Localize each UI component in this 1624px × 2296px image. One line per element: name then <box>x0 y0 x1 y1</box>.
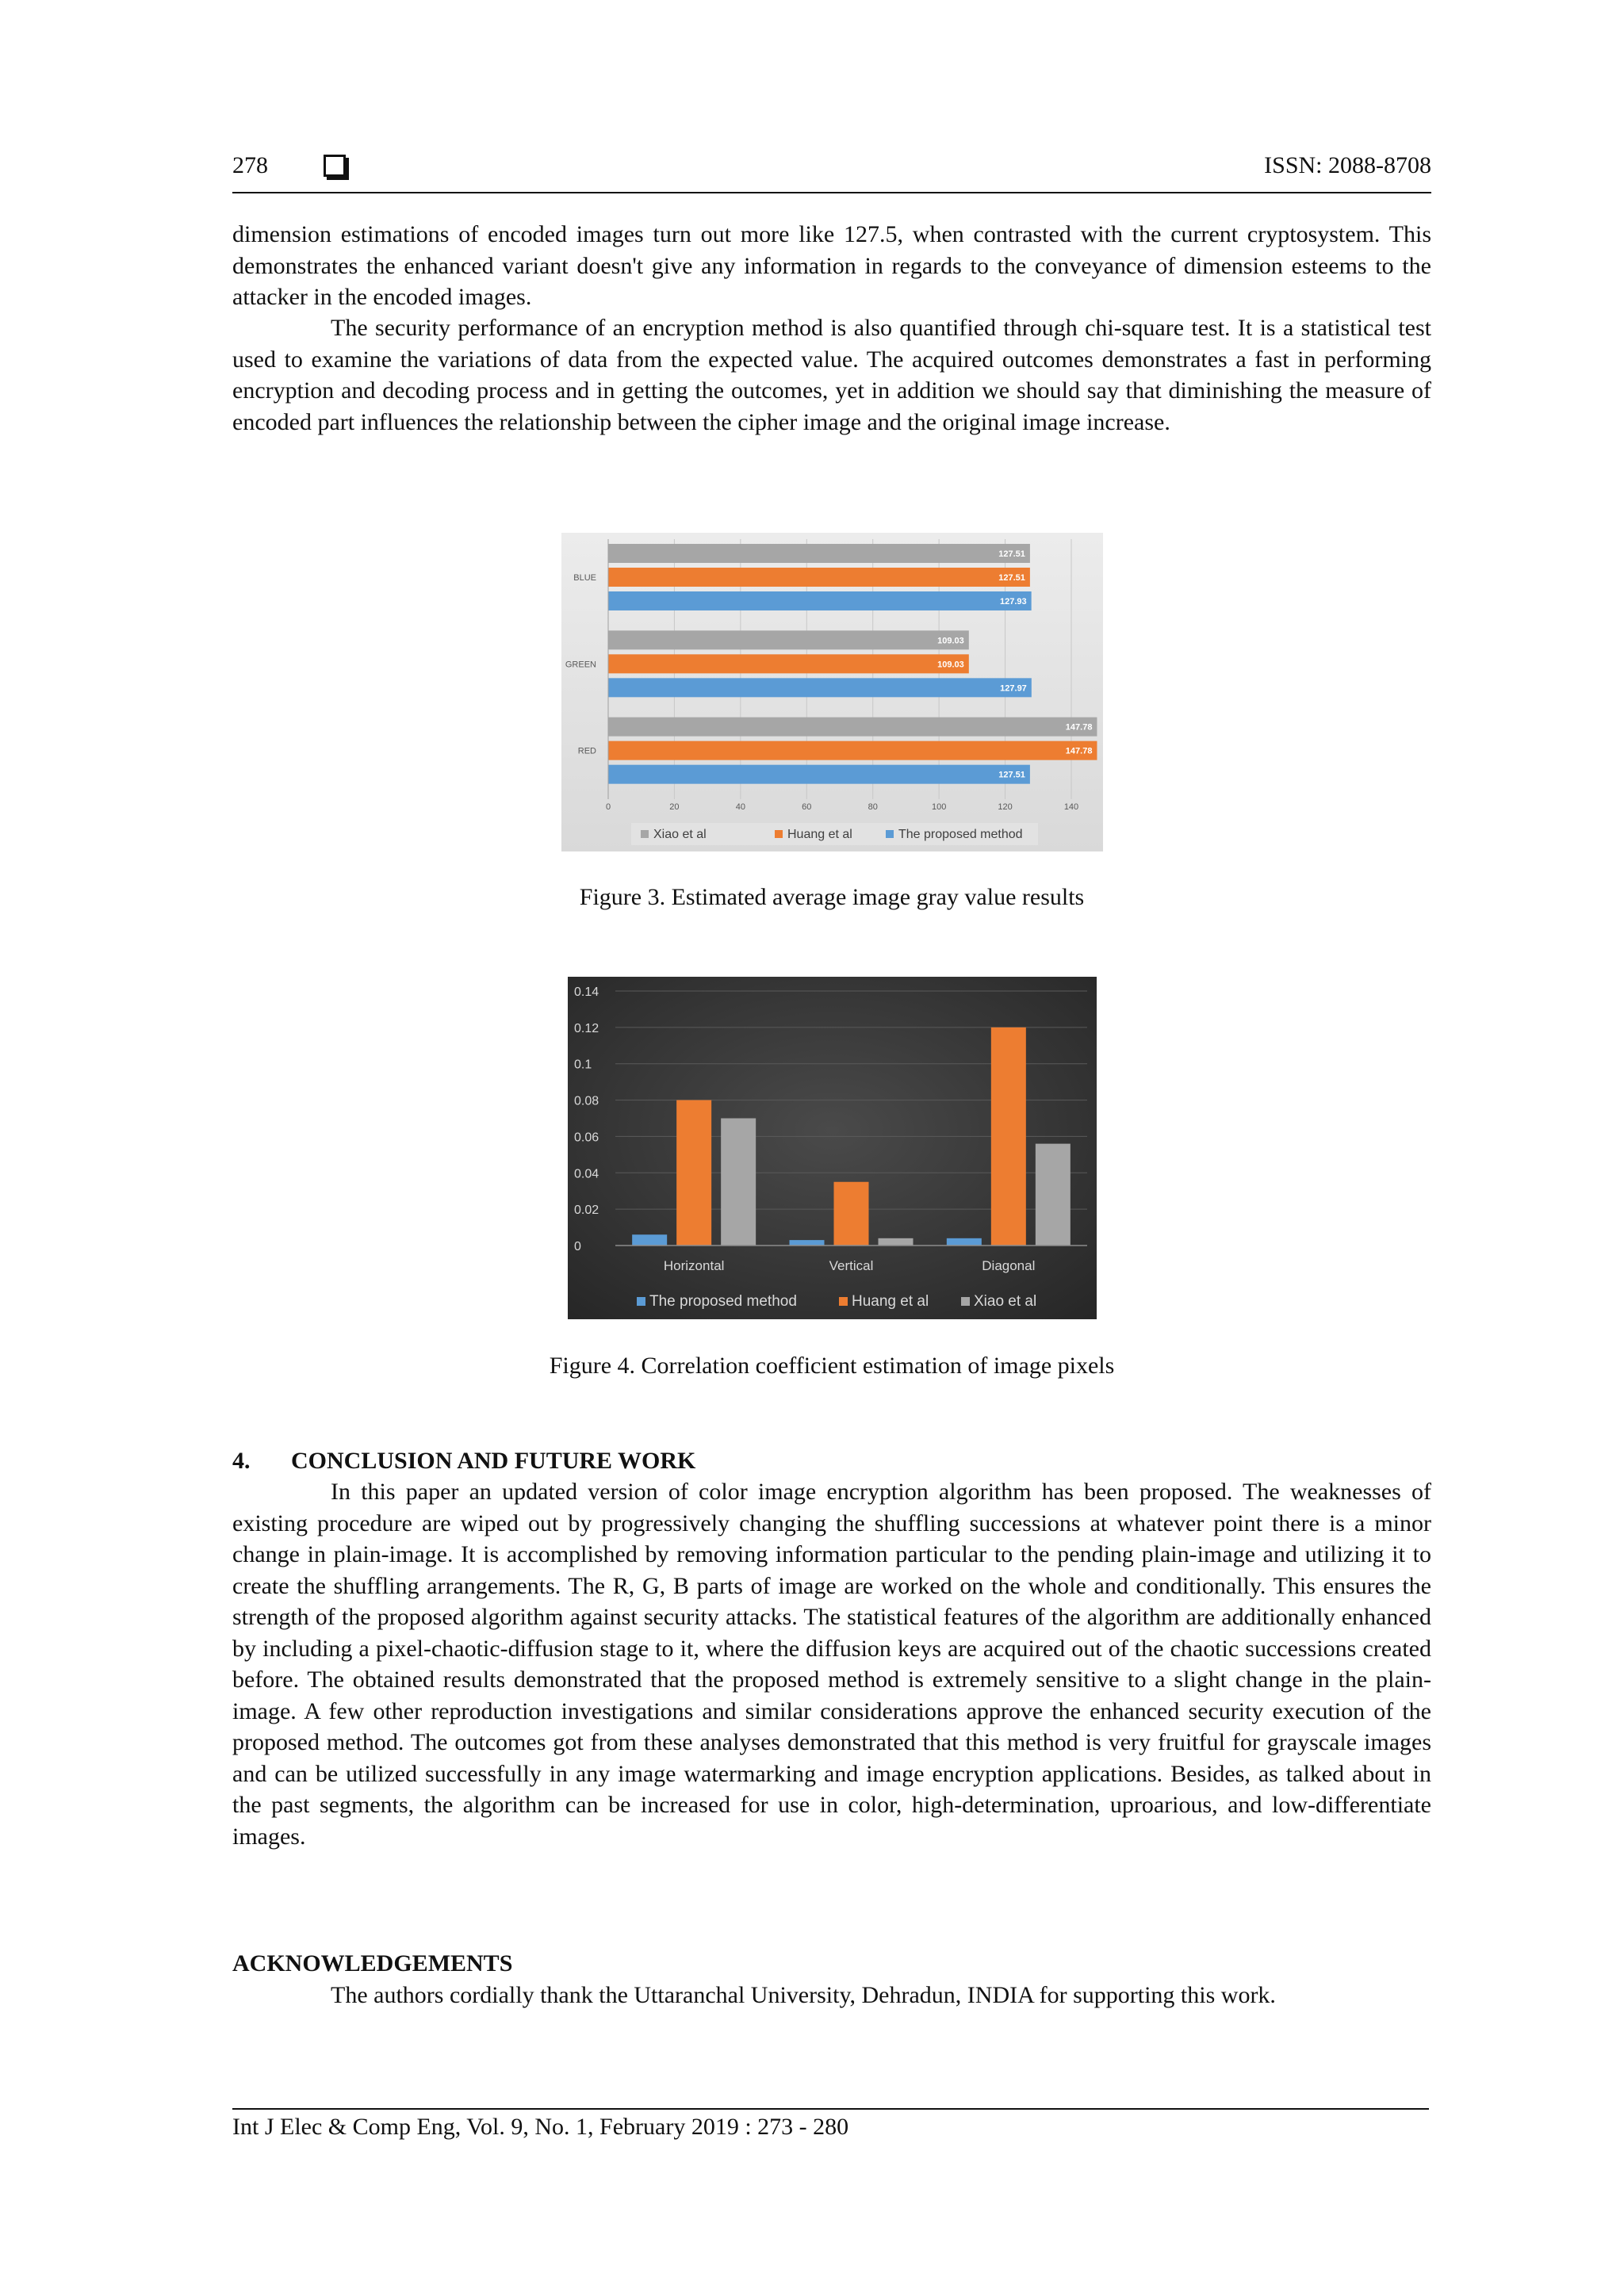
y-tick-label: 0.04 <box>574 1167 599 1181</box>
x-tick-label: 80 <box>868 802 878 812</box>
data-label: 147.78 <box>1065 722 1093 733</box>
category-label: Diagonal <box>982 1258 1036 1273</box>
legend-label: Huang et al <box>787 828 852 841</box>
bar <box>721 1119 756 1246</box>
category-label: Vertical <box>829 1258 874 1273</box>
legend-label: The proposed method <box>649 1293 797 1310</box>
bar <box>608 741 1097 760</box>
y-tick-label: 0.14 <box>574 985 599 999</box>
category-label: Horizontal <box>663 1258 725 1273</box>
bar <box>608 654 969 673</box>
legend-swatch <box>886 830 894 838</box>
legend-swatch <box>839 1297 848 1306</box>
figure-3-chart <box>561 533 1103 851</box>
y-tick-label: 0.12 <box>574 1021 599 1035</box>
data-label: 109.03 <box>937 636 964 646</box>
acknowledgements-heading: ACKNOWLEDGEMENTS <box>232 1950 513 1976</box>
data-label: 127.51 <box>998 770 1025 780</box>
bar <box>879 1238 914 1246</box>
bar <box>991 1027 1026 1246</box>
section-4-heading <box>232 1448 695 1475</box>
figure-4-chart <box>568 977 1097 1319</box>
figure-3-caption: Figure 3. Estimated average image gray value results <box>579 884 1085 910</box>
section-title: CONCLUSION AND FUTURE WORK <box>291 1448 696 1474</box>
issn: ISSN: 2088-8708 <box>1264 152 1431 178</box>
legend-swatch <box>961 1297 970 1306</box>
y-tick-label: 0.06 <box>574 1131 599 1145</box>
data-label: 147.78 <box>1065 746 1093 756</box>
category-label: GREEN <box>565 660 596 670</box>
legend-label: Xiao et al <box>974 1293 1037 1310</box>
bar <box>790 1240 825 1246</box>
paragraph-2: The security performance of an encryption method is also quantified through chi-square test. It is a statistical test used to examine the variations of data from the expected value. The acquired outcomes demonstrates a fast in performing encryption and decoding process and in getting the outcomes, yet in addition we should say that diminishing the measure of encoded part influences the relationship between the cipher image and the original image increase. <box>232 315 1431 435</box>
footer-citation: Int J Elec & Comp Eng, Vol. 9, No. 1, February 2019 : 273 - 280 <box>232 2114 849 2140</box>
x-tick-label: 60 <box>802 802 812 812</box>
bar <box>608 765 1030 784</box>
data-label: 109.03 <box>937 660 964 670</box>
bar <box>1036 1144 1071 1246</box>
figure-4-caption: Figure 4. Correlation coefficient estimation of image pixels <box>549 1353 1115 1379</box>
y-tick-label: 0.1 <box>574 1058 592 1072</box>
legend-label: The proposed method <box>898 828 1023 841</box>
x-tick-label: 140 <box>1063 802 1079 812</box>
x-tick-label: 0 <box>605 802 611 812</box>
footer-rule <box>232 2108 1429 2110</box>
x-tick-label: 20 <box>669 802 680 812</box>
y-tick-label: 0 <box>574 1240 581 1253</box>
bar <box>608 591 1032 610</box>
x-tick-label: 40 <box>735 802 745 812</box>
bar <box>608 678 1032 697</box>
legend-swatch <box>775 830 783 838</box>
legend-label: Huang et al <box>852 1293 929 1310</box>
bar <box>608 630 969 649</box>
conclusion-paragraph: In this paper an updated version of color image encryption algorithm has been proposed. The weaknesses of existing procedure are wiped out by progressively changing the shuffling successions at whatever point there is a minor change in plain-image. It is accomplished by removing information particular to the pending plain-image and utilizing it to create the shuffling arrangements. The R, G, B parts of image are worked on the whole and conditionally. This ensures the strength of the proposed algorithm against security attacks. The statistical features of the algorithm are additionally enhanced by including a pixel-chaotic-diffusion stage to it, where the diffusion keys are acquired out of the chaotic successions created before. The obtained results demonstrated that the proposed method is extremely sensitive to a slight change in the plain-image. A few other reproduction investigations and similar considerations approve the enhanced security execution of the proposed method. The outcomes got from these analyses demonstrated that this method is very fruitful for grayscale images and can be utilized successfully in any image watermarking and image encryption applications. Besides, as talked about in the past segments, the algorithm can be increased for use in color, high-determination, uproarious, and low-differentiate images. <box>232 1479 1431 1850</box>
page-number: 278 <box>232 152 268 178</box>
data-label: 127.97 <box>1000 683 1027 694</box>
bar <box>947 1238 982 1246</box>
category-label: RED <box>577 746 596 756</box>
y-tick-label: 0.08 <box>574 1094 599 1108</box>
bar <box>608 718 1097 737</box>
bar <box>608 544 1030 563</box>
legend-swatch <box>641 830 649 838</box>
data-label: 127.51 <box>998 549 1025 559</box>
checkbox-icon <box>324 155 346 177</box>
section-number: 4. <box>232 1448 251 1474</box>
legend-label: Xiao et al <box>653 828 707 841</box>
data-label: 127.93 <box>999 597 1027 607</box>
page-header <box>232 152 1431 192</box>
bar <box>834 1182 869 1246</box>
bar <box>632 1234 667 1246</box>
y-tick-label: 0.02 <box>574 1203 599 1218</box>
x-tick-label: 120 <box>998 802 1013 812</box>
bar <box>608 568 1030 587</box>
category-label: BLUE <box>573 573 596 583</box>
acknowledgements-paragraph: The authors cordially thank the Uttaranchal University, Dehradun, INDIA for supporting this work. <box>331 1982 1276 2008</box>
legend-swatch <box>637 1297 645 1306</box>
paragraph-1: dimension estimations of encoded images turn out more like 127.5, when contrasted with the current cryptosystem. This demonstrates the enhanced variant doesn't give any information in regards to the conveyance of dimension esteems to the attacker in the encoded images. <box>232 221 1431 310</box>
x-tick-label: 100 <box>931 802 947 812</box>
header-rule <box>232 192 1431 193</box>
data-label: 127.51 <box>998 573 1025 583</box>
bar <box>676 1100 711 1246</box>
